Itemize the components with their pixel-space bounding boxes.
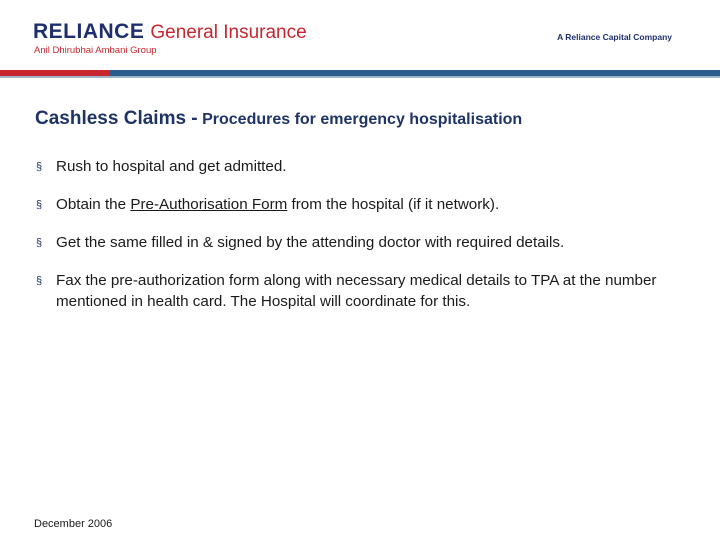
bullet-item <box>36 270 696 312</box>
bullet-marker-icon: § <box>36 237 43 249</box>
bullet-marker-icon: § <box>36 275 43 287</box>
slide-title <box>35 108 522 130</box>
bullet-text: Get the same filled in & signed by the attending doctor with required details. <box>56 234 565 251</box>
slide-title-sub: Procedures for emergency hospitalisation <box>202 111 523 128</box>
pre-authorisation-form-link[interactable]: Pre-Authorisation Form <box>130 196 288 213</box>
logo-group-text: Anil Dhirubhai Ambani Group <box>34 45 157 56</box>
logo-brand-text: RELIANCE <box>33 20 145 43</box>
reliance-logo <box>33 20 307 56</box>
bullet-text-after: from the hospital (if it network). <box>287 196 500 213</box>
bullet-marker-icon: § <box>36 161 43 173</box>
bullet-list <box>36 156 696 329</box>
bullet-text: Rush to hospital and get admitted. <box>56 158 287 175</box>
header-band-shadow <box>0 76 720 78</box>
bullet-text: Fax the pre-authorization form along with necessary medical details to TPA at the number mentioned in health card. The Hospital will coordinate for this. <box>56 272 657 310</box>
slide-title-main: Cashless Claims - <box>35 108 198 129</box>
company-tagline: A Reliance Capital Company <box>557 32 672 42</box>
bullet-item <box>36 194 696 215</box>
bullet-text-before: Obtain the <box>56 196 131 213</box>
bullet-item <box>36 156 696 177</box>
bullet-marker-icon: § <box>36 199 43 211</box>
bullet-item <box>36 232 696 253</box>
logo-product-text: General Insurance <box>150 22 307 43</box>
footer-date: December 2006 <box>34 518 113 530</box>
header-divider-band <box>0 70 720 78</box>
